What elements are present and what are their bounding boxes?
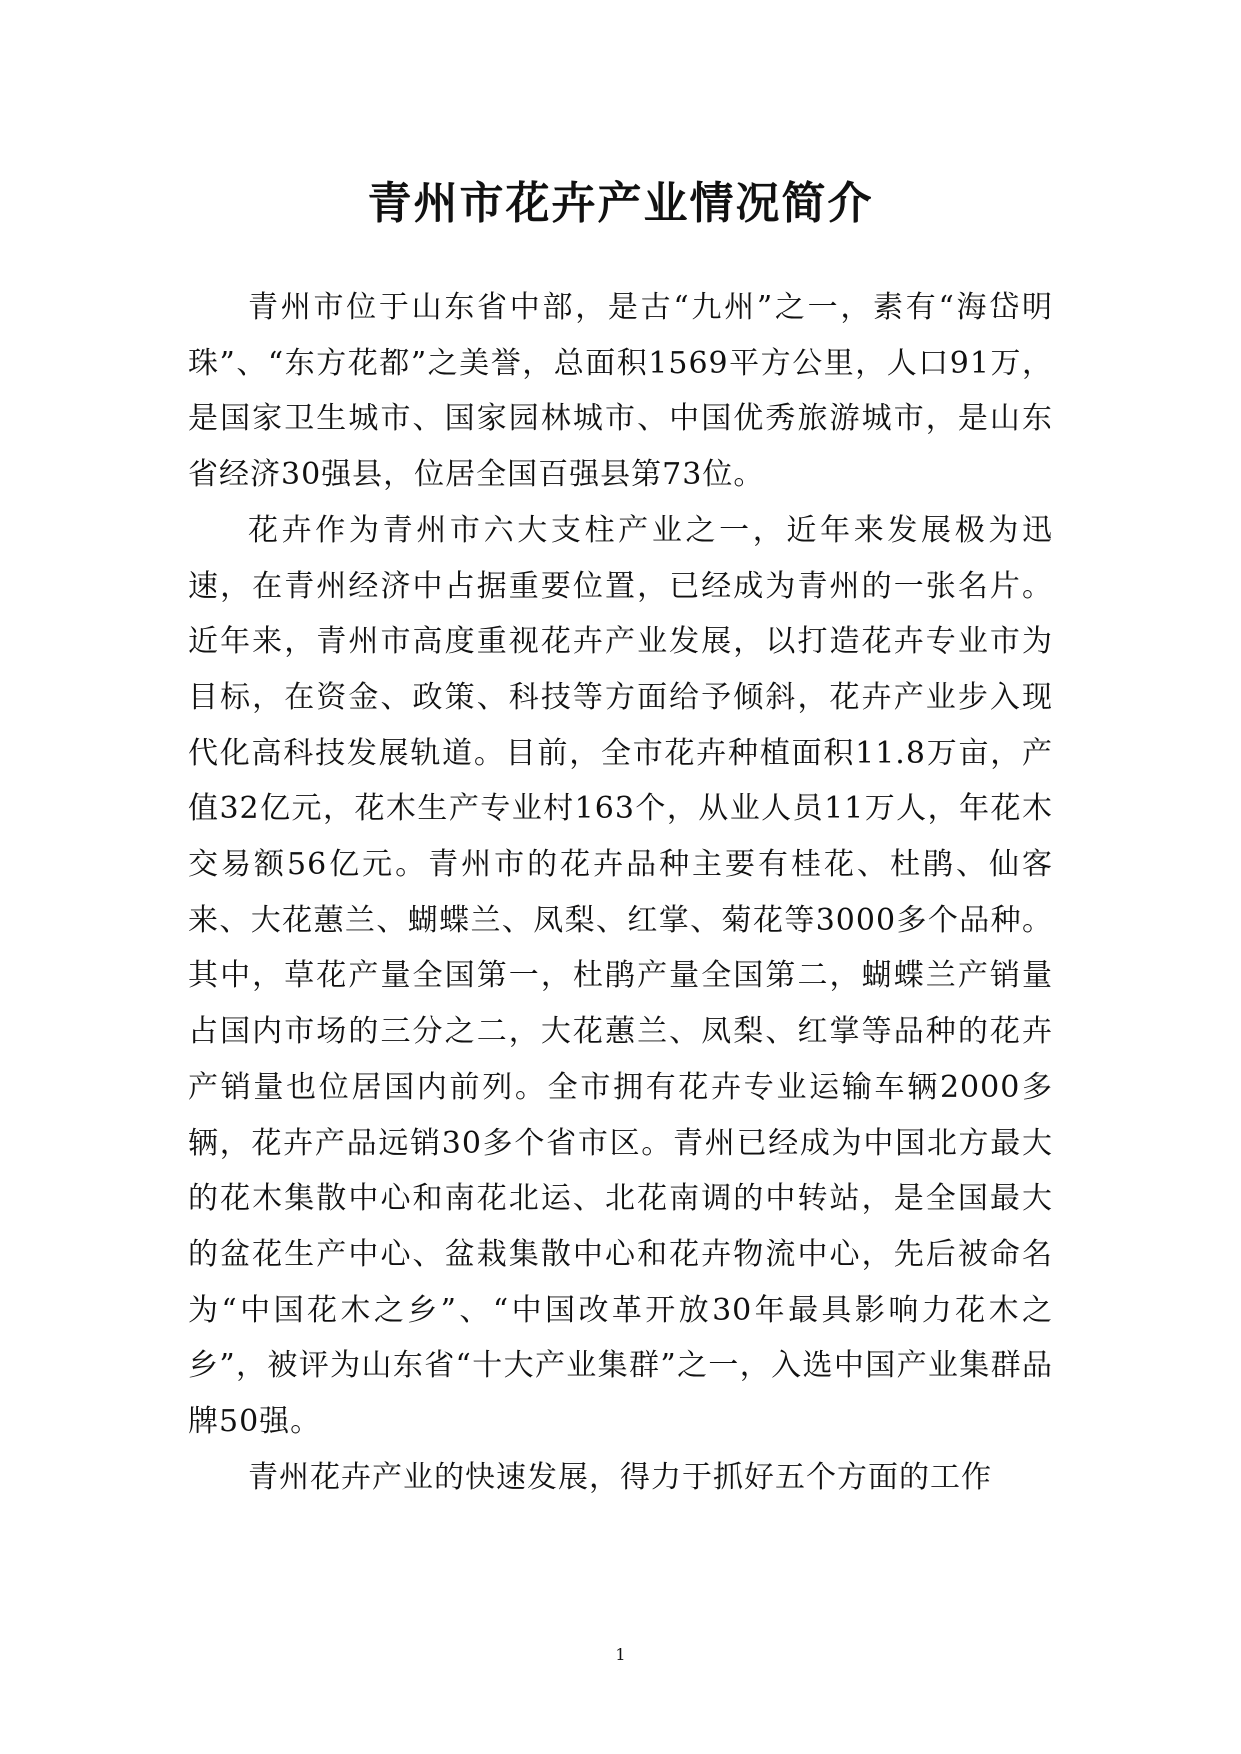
document-body — [188, 280, 1053, 1505]
paragraph-five-aspects: 青州花卉产业的快速发展，得力于抓好五个方面的工作 — [248, 1459, 992, 1495]
page-number: 1 — [615, 1645, 626, 1664]
paragraph-intro: 青州市位于山东省中部，是古“九州”之一，素有“海岱明珠”、“东方花都”之美誉，总面积1569平方公里，人口91万，是国家卫生城市、国家园林城市、中国优秀旅游城市，是山东省经济30强县，位居全国百强县第73位。 — [188, 290, 1053, 493]
paragraph-flower-industry: 花卉作为青州市六大支柱产业之一，近年来发展极为迅速，在青州经济中占据重要位置，已经成为青州的一张名片。近年来，青州市高度重视花卉产业发展，以打造花卉专业市为目标，在资金、政策、科技等方面给予倾斜，花卉产业步入现代化高科技发展轨道。目前，全市花卉种植面积11.8万亩，产值32亿元，花木生产专业村163个，从业人员11万人，年花木交易额56亿元。青州市的花卉品种主要有桂花、杜鹃、仙客来、大花蕙兰、蝴蝶兰、凤梨、红掌、菊花等3000多个品种。其中，草花产量全国第一，杜鹃产量全国第二，蝴蝶兰产销量占国内市场的三分之二，大花蕙兰、凤梨、红掌等品种的花卉产销量也位居国内前列。全市拥有花卉专业运输车辆2000多辆，花卉产品远销30多个省市区。青州已经成为中国北方最大的花木集散中心和南花北运、北花南调的中转站，是全国最大的盆花生产中心、盆栽集散中心和花卉物流中心，先后被命名为“中国花木之乡”、“中国改革开放30年最具影响力花木之乡”，被评为山东省“十大产业集群”之一，入选中国产业集群品牌50强。 — [188, 512, 1053, 1440]
document-title: 青州市花卉产业情况简介 — [367, 178, 874, 229]
